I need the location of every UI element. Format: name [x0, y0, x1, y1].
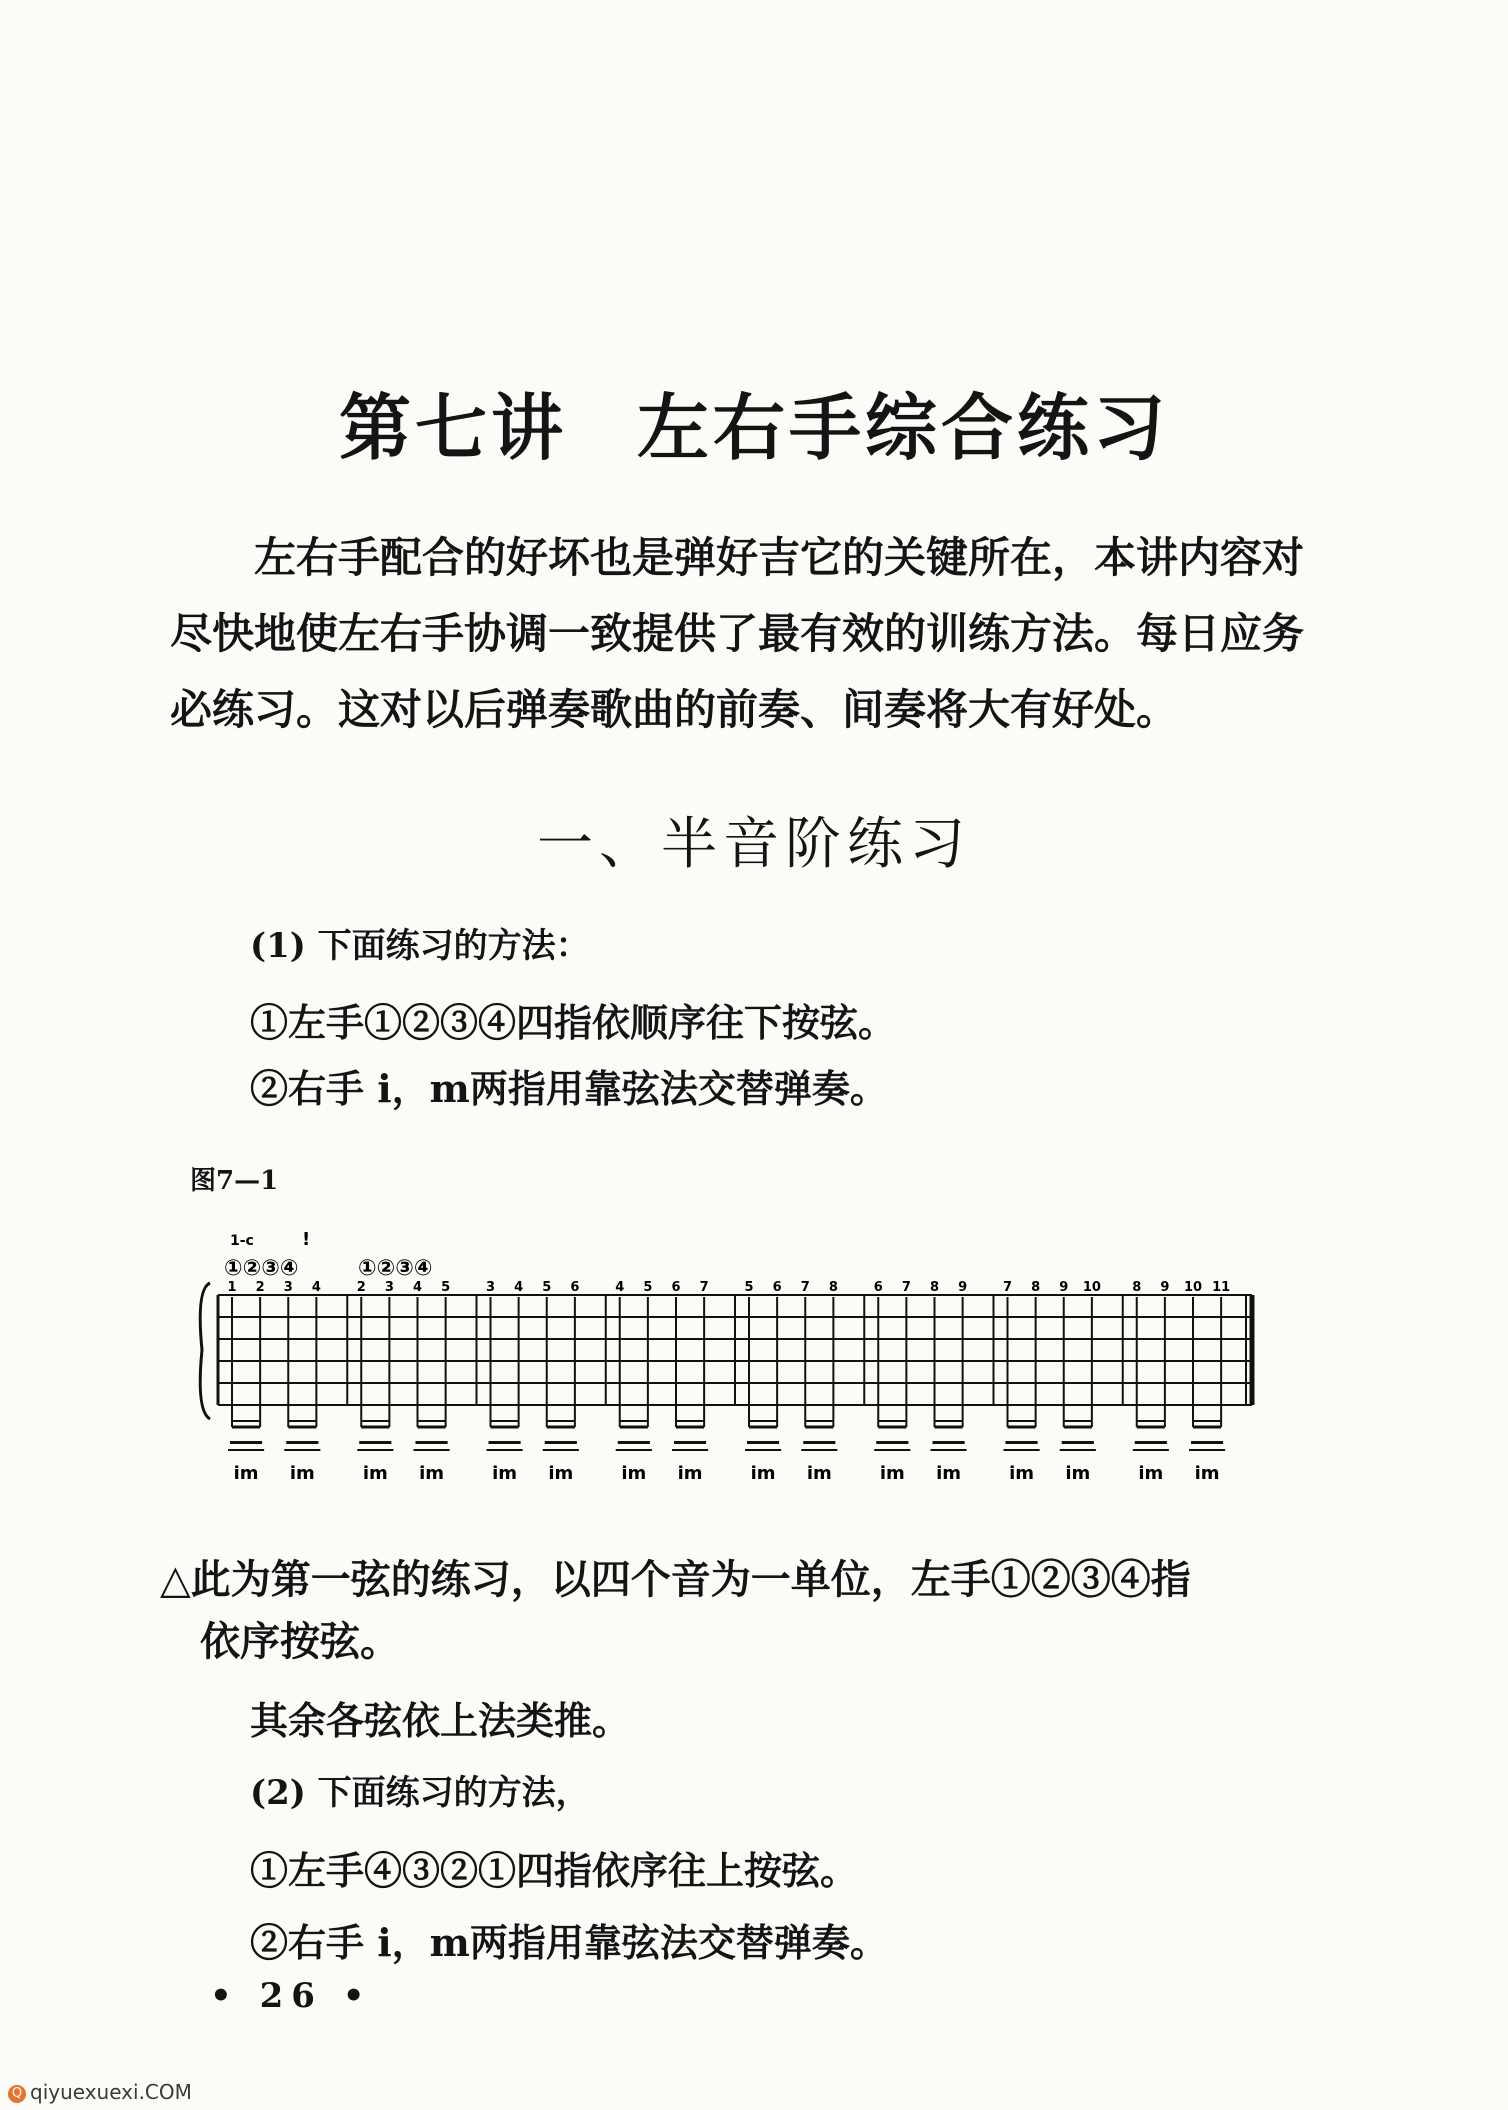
- finger-group-label: ①②③④: [358, 1256, 433, 1281]
- tab-fret-number: 1: [227, 1280, 237, 1295]
- tablature-svg: [190, 1215, 1270, 1505]
- exercise2-method: (2) 下面练习的方法，: [250, 1773, 590, 1813]
- tab-fret-number: 3: [384, 1280, 394, 1295]
- tab-underline: [747, 1441, 779, 1444]
- exercise1-method: (1) 下面练习的方法：: [250, 926, 590, 966]
- page-title: [0, 370, 1508, 474]
- tab-finger-label: im: [621, 1463, 647, 1484]
- title-lecture-name: 左右手综合练习: [637, 385, 1170, 470]
- tab-fret-number: 5: [542, 1280, 552, 1295]
- tab-underline: [876, 1441, 908, 1444]
- tab-finger-underline: [228, 1449, 264, 1451]
- tab-finger-label: im: [492, 1463, 518, 1484]
- section-heading: 一、半音阶练习: [537, 812, 971, 877]
- tab-finger-underline: [1060, 1449, 1096, 1451]
- tab-finger-underline: [284, 1449, 320, 1451]
- tab-fret-number: 10: [1183, 1280, 1203, 1295]
- tab-fret-number: 2: [356, 1280, 366, 1295]
- exercise1-step2: ②右手 i，m两指用靠弦法交替弹奏。: [250, 1066, 888, 1111]
- tab-fret-number: 6: [772, 1280, 782, 1295]
- tab-finger-underline: [357, 1449, 393, 1451]
- tab-finger-label: im: [936, 1463, 962, 1484]
- tab-fret-number: 8: [929, 1280, 940, 1295]
- tab-finger-label: im: [677, 1463, 703, 1484]
- watermark-text: qiyuexuexi.COM: [30, 2080, 192, 2104]
- tab-finger-underline: [874, 1449, 910, 1451]
- tab-finger-label: im: [750, 1463, 776, 1484]
- tab-fret-number: 9: [1160, 1280, 1170, 1295]
- tab-fret-number: 8: [1132, 1280, 1142, 1295]
- position-mark: 1-c: [230, 1233, 254, 1249]
- tab-underline: [618, 1441, 650, 1444]
- tab-fret-number: 8: [828, 1280, 838, 1295]
- tab-fret-number: 8: [1031, 1280, 1041, 1295]
- tab-finger-underline: [672, 1449, 708, 1451]
- tab-fret-number: 5: [643, 1280, 653, 1295]
- tab-fret-number: 6: [570, 1280, 580, 1295]
- tab-finger-label: im: [806, 1463, 832, 1484]
- tab-underline: [545, 1441, 577, 1444]
- tab-finger-underline: [543, 1449, 579, 1451]
- tab-fret-number: 4: [311, 1280, 321, 1295]
- tab-fret-number: 5: [441, 1280, 451, 1295]
- tab-underline: [674, 1441, 706, 1444]
- tab-finger-underline: [745, 1449, 781, 1451]
- tablature-figure: [190, 1215, 1270, 1509]
- tab-fret-number: 6: [873, 1280, 883, 1295]
- tab-underline: [416, 1441, 448, 1444]
- tab-finger-label: im: [362, 1463, 388, 1484]
- tab-finger-label: im: [1194, 1463, 1220, 1484]
- tab-finger-underline: [487, 1449, 523, 1451]
- figure-label: 图7—1: [190, 1166, 279, 1196]
- tab-fret-number: 3: [283, 1280, 293, 1295]
- tab-underline: [1006, 1441, 1038, 1444]
- watermark-logo-icon: Q: [8, 2085, 26, 2103]
- tab-finger-label: im: [1138, 1463, 1164, 1484]
- tab-finger-underline: [801, 1449, 837, 1451]
- exercise2-other: 其余各弦依上法类推。: [250, 1698, 631, 1743]
- tab-underline: [359, 1441, 391, 1444]
- tab-bracket: [200, 1283, 210, 1419]
- tab-finger-label: im: [1009, 1463, 1035, 1484]
- tab-finger-label: im: [1065, 1463, 1091, 1484]
- tab-finger-label: im: [548, 1463, 574, 1484]
- tab-finger-underline: [1189, 1449, 1225, 1451]
- tab-underline: [1135, 1441, 1167, 1444]
- intro-text: 左右手配合的好坏也是弹好吉它的关键所在，本讲内容对尽快地使左右手协调一致提供了最有效的训练方法。每日应务必练习。这对以后弹奏歌曲的前奏、间奏将大有好处。: [170, 533, 1305, 734]
- exercise2-step1: ①左手④③②①四指依序往上按弦。: [250, 1848, 859, 1893]
- note-line2: 依序按弦。: [200, 1618, 400, 1665]
- tab-finger-underline: [1133, 1449, 1169, 1451]
- tab-fret-number: 9: [1059, 1280, 1069, 1295]
- tab-fret-number: 9: [958, 1280, 968, 1295]
- tab-underline: [230, 1441, 262, 1444]
- exercise2-step2: ②右手 i，m两指用靠弦法交替弹奏。: [250, 1920, 888, 1965]
- tab-finger-label: im: [289, 1463, 315, 1484]
- tab-underline: [489, 1441, 521, 1444]
- tab-finger-underline: [1004, 1449, 1040, 1451]
- tab-fret-number: 2: [255, 1280, 265, 1295]
- tab-finger-label: im: [419, 1463, 445, 1484]
- tab-fret-number: 6: [671, 1280, 681, 1295]
- tab-fret-number: 4: [514, 1280, 524, 1295]
- tab-underline: [1191, 1441, 1223, 1444]
- tab-fret-number: 7: [1002, 1280, 1013, 1295]
- position-mark: !: [302, 1229, 311, 1250]
- tab-finger-label: im: [879, 1463, 905, 1484]
- title-lecture-number: 第七讲: [338, 385, 567, 470]
- tab-fret-number: 4: [615, 1280, 625, 1295]
- tab-underline: [803, 1441, 835, 1444]
- tab-fret-number: 5: [744, 1280, 754, 1295]
- note-line1: △此为第一弦的练习，以四个音为一单位，左手①②③④指: [160, 1556, 1191, 1603]
- tab-fret-number: 3: [485, 1280, 496, 1295]
- tab-underline: [933, 1441, 965, 1444]
- page-number: • 26 •: [210, 1976, 373, 2016]
- tab-finger-underline: [616, 1449, 652, 1451]
- tab-underline: [286, 1441, 318, 1444]
- tab-fret-number: 7: [901, 1280, 911, 1295]
- tab-fret-number: 10: [1082, 1280, 1101, 1295]
- finger-group-label: ①②③④: [224, 1256, 299, 1281]
- exercise1-step1: ①左手①②③④四指依顺序往下按弦。: [250, 1000, 897, 1045]
- tab-underline: [1062, 1441, 1094, 1444]
- tab-fret-number: 4: [412, 1280, 423, 1295]
- tab-finger-underline: [414, 1449, 450, 1451]
- watermark: [8, 2080, 192, 2104]
- tab-fret-number: 11: [1212, 1280, 1231, 1295]
- tab-fret-number: 7: [699, 1280, 709, 1295]
- tab-finger-label: im: [233, 1463, 259, 1484]
- tab-finger-underline: [931, 1449, 967, 1451]
- tab-fret-number: 7: [800, 1280, 810, 1295]
- intro-paragraph: [170, 520, 1320, 748]
